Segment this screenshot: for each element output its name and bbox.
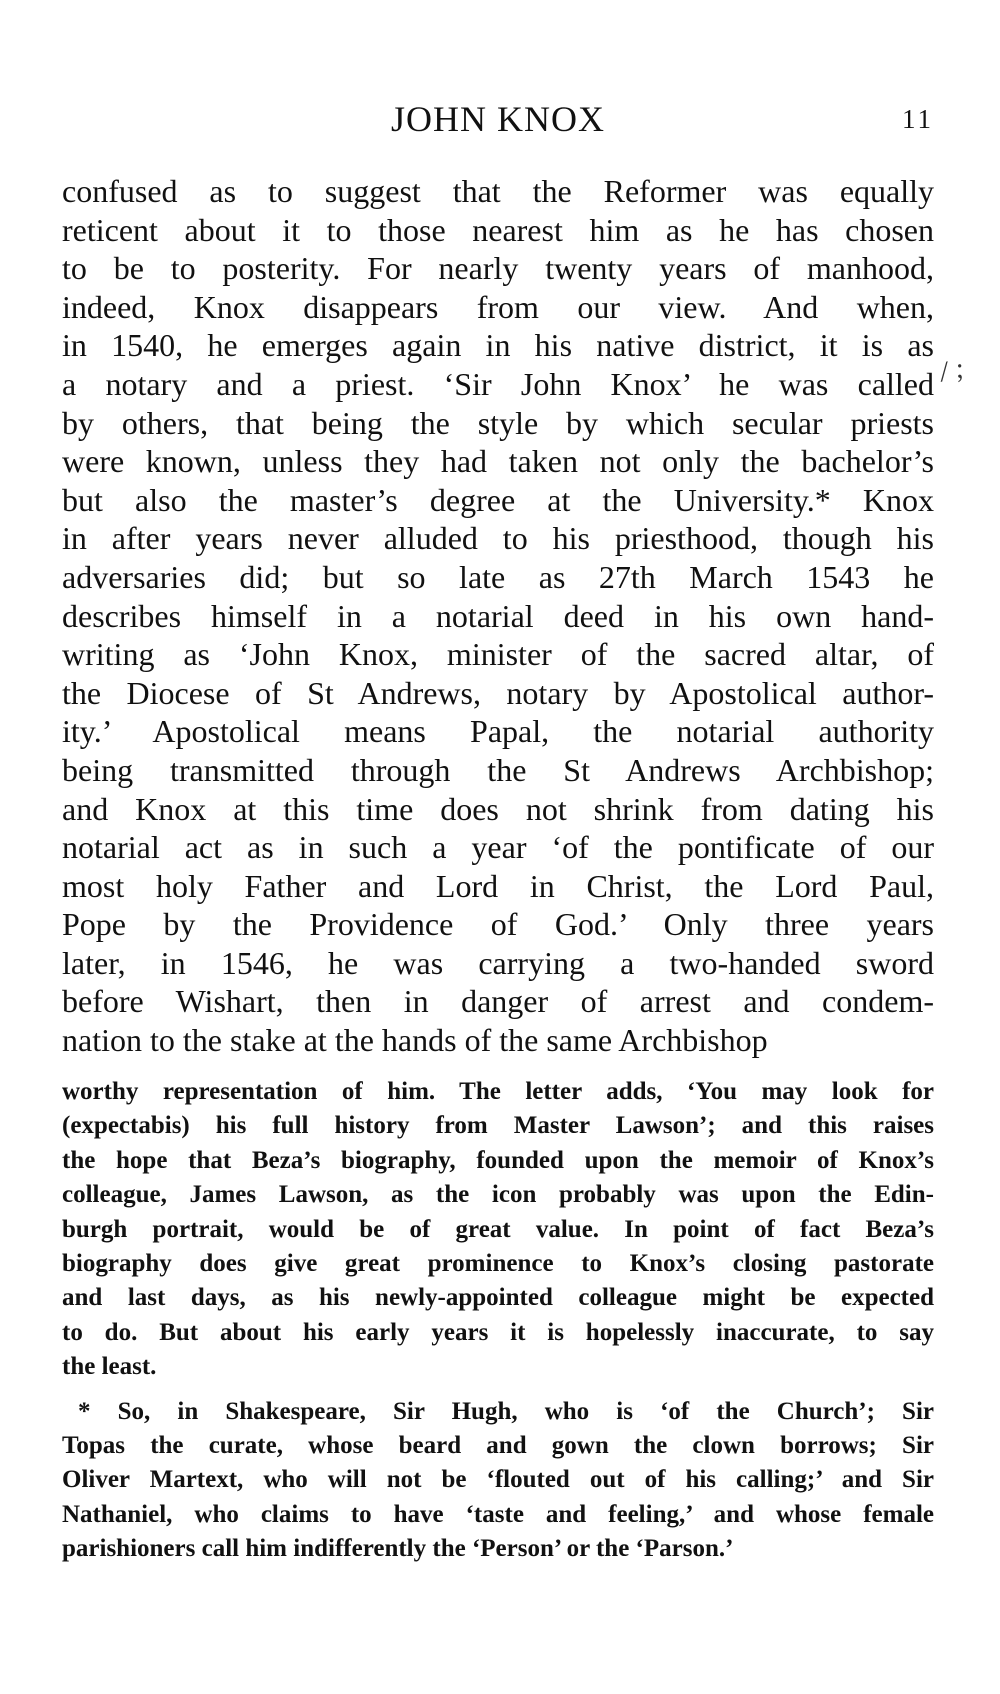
running-title: JOHN KNOX bbox=[391, 99, 605, 139]
text-line: confused as to suggest that the Reformer was equally bbox=[62, 173, 934, 209]
text-line: but also the master’s degree at the University.* Knox bbox=[62, 481, 934, 518]
text-line: were known, unless they had taken not only the bachelor’s bbox=[62, 443, 934, 480]
text-line: before Wishart, then in danger of arrest and condem- bbox=[62, 983, 934, 1020]
footnote-line: biography does give great prominence to Knox’s closing pastorate bbox=[62, 1249, 934, 1277]
text-line: later, in 1546, he was carrying a two-handed sword bbox=[62, 944, 934, 981]
text-line: describes himself in a notarial deed in his own hand- bbox=[62, 597, 934, 634]
footnote-line: and last days, as his newly-appointed colleague might be expected bbox=[62, 1284, 934, 1312]
footnote-line: the least. bbox=[62, 1353, 157, 1381]
text-line: and Knox at this time does not shrink from dating his bbox=[62, 790, 934, 827]
text-line: notarial act as in such a year ‘of the pontificate of our bbox=[62, 829, 934, 866]
text-line: Pope by the Providence of God.’ Only three years bbox=[62, 906, 934, 943]
main-text bbox=[62, 172, 934, 1060]
text-line: adversaries did; but so late as 27th March 1543 he bbox=[62, 558, 934, 595]
text-line: a notary and a priest. ‘Sir John Knox’ he was called bbox=[62, 365, 934, 402]
footnote-line: * So, in Shakespeare, Sir Hugh, who is ‘of the Church’; Sir bbox=[78, 1397, 934, 1425]
footnote-line: Nathaniel, who claims to have ‘taste and feeling,’ and whose female bbox=[62, 1500, 934, 1528]
footnotes bbox=[62, 1075, 934, 1566]
text-line: ity.’ Apostolical means Papal, the notarial authority bbox=[62, 713, 934, 750]
footnote-line: burgh portrait, would be of great value. In point of fact Beza’s bbox=[62, 1215, 934, 1243]
text-line: by others, that being the style by which secular priests bbox=[62, 404, 934, 441]
text-line: reticent about it to those nearest him as he has chosen bbox=[62, 211, 934, 248]
footnote-line: the hope that Beza’s biography, founded upon the memoir of Knox’s bbox=[62, 1146, 934, 1174]
footnote-line: parishioners call him indifferently the ‘Person’ or the ‘Parson.’ bbox=[62, 1535, 734, 1563]
running-head bbox=[62, 98, 934, 144]
footnote-line: colleague, James Lawson, as the icon probably was upon the Edin- bbox=[62, 1181, 934, 1209]
footnote-star bbox=[62, 1395, 934, 1567]
footnote-line: Oliver Martext, who will not be ‘flouted out of his calling;’ and Sir bbox=[62, 1466, 934, 1494]
footnote-line: (expectabis) his full history from Master Lawson’; and this raises bbox=[62, 1112, 934, 1140]
page-number: 11 bbox=[902, 104, 934, 134]
text-line: being transmitted through the St Andrews Archbishop; bbox=[62, 751, 934, 788]
margin-annotation: / ; bbox=[936, 352, 967, 389]
text-line: to be to posterity. For nearly twenty years of manhood, bbox=[62, 250, 934, 287]
text-line: indeed, Knox disappears from our view. And when, bbox=[62, 288, 934, 325]
text-line: in after years never alluded to his priesthood, though his bbox=[62, 520, 934, 557]
text-line: writing as ‘John Knox, minister of the sacred altar, of bbox=[62, 636, 934, 673]
text-line: the Diocese of St Andrews, notary by Apostolical author- bbox=[62, 674, 934, 711]
text-line: most holy Father and Lord in Christ, the Lord Paul, bbox=[62, 867, 934, 904]
footnote-line: to do. But about his early years it is hopelessly inaccurate, to say bbox=[62, 1318, 934, 1346]
footnote-continued bbox=[62, 1075, 934, 1385]
footnote-gap bbox=[62, 1385, 934, 1395]
footnote-line: worthy representation of him. The letter adds, ‘You may look for bbox=[62, 1078, 934, 1105]
footnote-line: Topas the curate, whose beard and gown the clown borrows; Sir bbox=[62, 1431, 934, 1459]
text-line: nation to the stake at the hands of the same Archbishop bbox=[62, 1022, 768, 1059]
text-line: in 1540, he emerges again in his native district, it is as bbox=[62, 327, 934, 364]
